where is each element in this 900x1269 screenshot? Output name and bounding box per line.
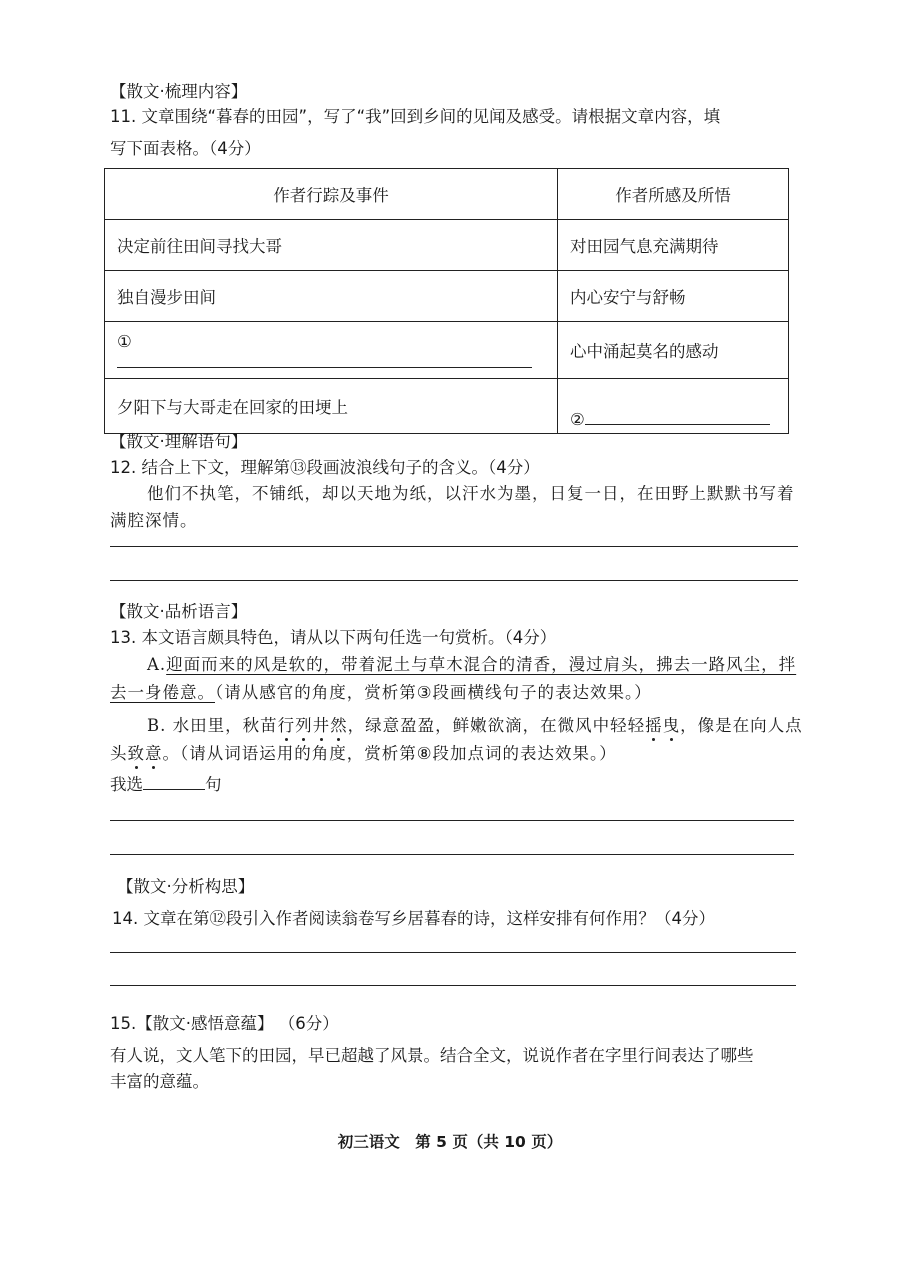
option-b-instruction: 。（请从词语运用的角度，赏析第⑧段加点词的表达效果。） <box>162 744 617 763</box>
question-14-text: 14. 文章在第⑫段引入作者阅读翁卷写乡居暮春的诗，这样安排有何作用？（4分） <box>112 909 715 928</box>
answer-line[interactable] <box>110 580 798 581</box>
question-15-text: 有人说，文人笔下的田园，早已超越了风景。结合全文，说说作者在字里行间表达了哪些 <box>110 1046 754 1065</box>
quoted-sentence: 他们不执笔，不铺纸，却以天地为纸，以汗水为墨，日复一日，在田野上默默书写着 <box>147 484 795 503</box>
option-a <box>147 651 796 675</box>
option-b-text: ，像是在向人点 <box>680 716 803 735</box>
choice-blank[interactable] <box>143 773 205 790</box>
question-12-text: 12. 结合上下文，理解第⑬段画波浪线句子的含义。（4分） <box>110 458 540 477</box>
option-b-cont <box>110 740 617 764</box>
option-a-instruction: （请从感官的角度，赏析第③段画横线句子的表达效果。） <box>215 683 652 702</box>
option-b-text: ，绿意盈盈，鲜嫩欲滴，在微风中轻轻 <box>347 716 646 735</box>
dotted-word: 致意 <box>127 744 163 763</box>
table-row <box>105 379 789 434</box>
blank-marker: ② <box>570 410 585 429</box>
answer-line[interactable] <box>110 546 798 547</box>
option-b <box>147 712 803 736</box>
table-cell: 心中涌起莫名的感动 <box>558 322 789 379</box>
answer-line[interactable] <box>110 985 796 986</box>
option-a-label: A. <box>147 655 167 674</box>
answer-line[interactable] <box>110 952 796 953</box>
option-b-text: B. 水田里，秋苗 <box>147 716 278 735</box>
fill-in-blank[interactable] <box>117 351 532 368</box>
section-label-q11: 【散文·梳理内容】 <box>110 82 248 101</box>
page-footer: 初三语文 第 5 页（共 10 页） <box>337 1133 563 1151</box>
question-11-text: 11. 文章围绕“暮春的田园”，写了“我”回到乡间的见闻及感受。请根据文章内容，填 <box>110 107 721 126</box>
table-cell: 独自漫步田间 <box>105 271 558 322</box>
question-11-text-cont: 写下面表格。（4分） <box>110 139 261 158</box>
option-a-cont <box>110 679 652 703</box>
dotted-word: 摇曳 <box>645 716 681 735</box>
table-cell-blank-1[interactable] <box>105 322 558 379</box>
table-cell: 内心安宁与舒畅 <box>558 271 789 322</box>
table-cell-blank-2[interactable] <box>558 379 789 434</box>
answer-line[interactable] <box>110 854 794 855</box>
section-label-q12: 【散文·理解语句】 <box>110 432 248 451</box>
table-row <box>105 322 789 379</box>
table-row <box>105 271 789 322</box>
table-header-cell: 作者所感及所悟 <box>558 169 789 220</box>
section-label-q13: 【散文·品析语言】 <box>110 602 248 621</box>
answer-line[interactable] <box>110 820 794 821</box>
quoted-sentence-cont: 满腔深情。 <box>110 511 198 530</box>
option-b-text: 头 <box>110 744 128 763</box>
table-row <box>105 220 789 271</box>
table-header-cell: 作者行踪及事件 <box>105 169 558 220</box>
table-cell: 对田园气息充满期待 <box>558 220 789 271</box>
dotted-word: 行列井然 <box>277 716 348 735</box>
blank-marker: ① <box>117 332 132 351</box>
fill-in-blank[interactable] <box>585 408 770 425</box>
table-header-row <box>105 169 789 220</box>
question-13-text: 13. 本文语言颇具特色，请从以下两句任选一句赏析。（4分） <box>110 628 557 647</box>
question-15-text-cont: 丰富的意蕴。 <box>110 1072 209 1091</box>
section-label-q14: 【散文·分析构思】 <box>117 877 255 896</box>
choice-line <box>110 771 222 795</box>
answer-table <box>104 168 789 434</box>
table-cell: 决定前往田间寻找大哥 <box>105 220 558 271</box>
choice-prefix: 我选 <box>110 775 143 794</box>
underlined-sentence: 迎面而来的风是软的，带着泥土与草木混合的清香，漫过肩头，拂去一路风尘，拌 <box>166 655 797 674</box>
choice-suffix: 句 <box>205 775 222 794</box>
underlined-sentence-cont: 去一身倦意。 <box>110 683 215 702</box>
question-15-title: 15.【散文·感悟意蕴】 （6分） <box>110 1014 339 1033</box>
table-cell: 夕阳下与大哥走在回家的田埂上 <box>105 379 558 434</box>
